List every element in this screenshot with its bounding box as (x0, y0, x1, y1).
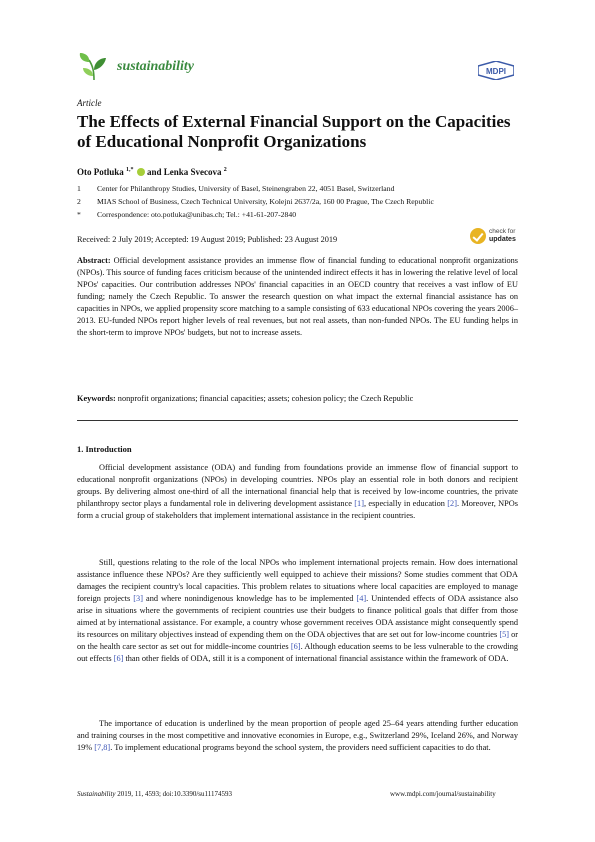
publication-dates: Received: 2 July 2019; Accepted: 19 August 2019; Published: 23 August 2019 (77, 235, 338, 244)
abstract-label: Abstract: (77, 256, 111, 265)
author-2-affil: 2 (223, 167, 227, 173)
citation-link[interactable]: [7,8] (94, 742, 111, 752)
citation-link[interactable]: [6] (290, 641, 301, 651)
paragraph-3: The importance of education is underlined by the mean proportion of people aged 25–64 years attending further education and training courses in the most competitive and innovative economies in Europe, e.g., Switzerland 29%, Iceland 26%, and Norway 19% [7,8]. To implement educational programs beyond the school system, the providers need sufficient capacities to do that. (77, 719, 518, 752)
svg-text:MDPI: MDPI (486, 67, 506, 76)
citation-link[interactable]: [4] (356, 593, 367, 603)
author-1-affil: 1,* (126, 167, 134, 173)
author-2: and Lenka Svecova (147, 167, 222, 177)
section-heading: 1. Introduction (77, 444, 132, 454)
keywords-text: nonprofit organizations; financial capacities; assets; cohesion policy; the Czech Republic (117, 394, 414, 403)
orcid-icon[interactable] (137, 168, 145, 176)
paragraph-2: Still, questions relating to the role of the local NPOs who implement international projects remain. How does international assistance influence these NPOs? Are they sufficiently well equipped to achieve their missions? Some studies comment that ODA damages the recipient country's local capacities. This problem relates to situations where local capacities are employed to manage foreign projects [3] and where nonindigenous knowledge has to be implemented [4]. Unintended effects of ODA assistance also arise in situations where the governments of recipient countries use their budgets to finance political goals that differ from those aimed at by international assistance. For example, a country whose government receives ODA assistance might consequently spend its resources on military objectives instead of expending them on the ODA objectives that are set out for low-income countries [5] or on the health care sector as set out for middle-income countries [6]. Although education seems to be less vulnerable to the crowding out effects [6] than other fields of ODA, still it is a component of international financial assistance within the framework of ODA. (77, 558, 519, 663)
authors (77, 167, 227, 177)
citation-link[interactable]: [2] (447, 498, 457, 508)
journal-name: sustainability (117, 59, 195, 74)
mdpi-logo (478, 61, 514, 80)
correspondence: * Correspondence: oto.potluka@unibas.ch; Tel.: +41-61-207-2840 (77, 210, 297, 219)
article-type: Article (77, 98, 102, 108)
keywords-label: Keywords: (77, 394, 116, 403)
footer-url[interactable]: www.mdpi.com/journal/sustainability (390, 790, 496, 798)
citation-link[interactable]: [3] (133, 593, 143, 603)
citation-link[interactable]: [5] (499, 629, 509, 639)
abstract (77, 255, 518, 339)
divider (77, 420, 518, 421)
paragraph-1: Official development assistance (ODA) and funding from foundations provide an immense flow of financial support to educational nonprofit organizations (NPOs) in developing countries. NPOs play an essential role in both donors and recipient groups. By delivering almost one-third of all the international financial help that is received by low-income countries, the private philanthropy sector plays a fundamental role in delivering development assistance [1], especially in education [2]. Moreover, NPOs form a crucial group of stakeholders that implement international assistance in the recipient countries. (77, 463, 519, 520)
check-for-updates-badge[interactable]: check for updates (470, 226, 530, 248)
author-1: Oto Potluka (77, 167, 124, 177)
check-icon (470, 228, 486, 244)
abstract-text: Official development assistance provides an immense flow of financial funding to educational nonprofit organizations (NPOs). This source of funding faces criticism because of the unintended indirect effects it has in lowering the relative level of local NPOs' capacities. Our contribution addresses NPOs' financial capacities in an OECD country that receives a vast inflow of EU funding; namely the Czech Republic. To answer the research question on what impact the external financial assistance has on capacities in NPOs, we applied propensity score matching to a sample consisting of 633 educational NPOs covering the years 2006–2013. EU-funded NPOs report higher levels of real revenues, but not real assets, than non-funded NPOs. The EU funding helps in the short-term to improve NPOs' budgets, but not to increase assets. (77, 256, 519, 337)
keywords (77, 394, 518, 403)
citation-link[interactable]: [1] (354, 498, 364, 508)
affiliation-2: 2 MIAS School of Business, Czech Technical University, Kolejni 2637/2a, 160 00 Prague, The Czech Republic (77, 197, 434, 206)
paper-title: The Effects of External Financial Support on the Capacities of Educational Nonprofit Organizations (77, 112, 511, 151)
citation-link[interactable]: [6] (113, 653, 124, 663)
affiliation-1: 1 Center for Philanthropy Studies, University of Basel, Steinengraben 22, 4051 Basel, Switzerland (77, 184, 395, 193)
footer-citation: Sustainability 2019, 11, 4593; doi:10.3390/su11174593 (77, 790, 232, 798)
sustainability-logo (77, 50, 111, 84)
